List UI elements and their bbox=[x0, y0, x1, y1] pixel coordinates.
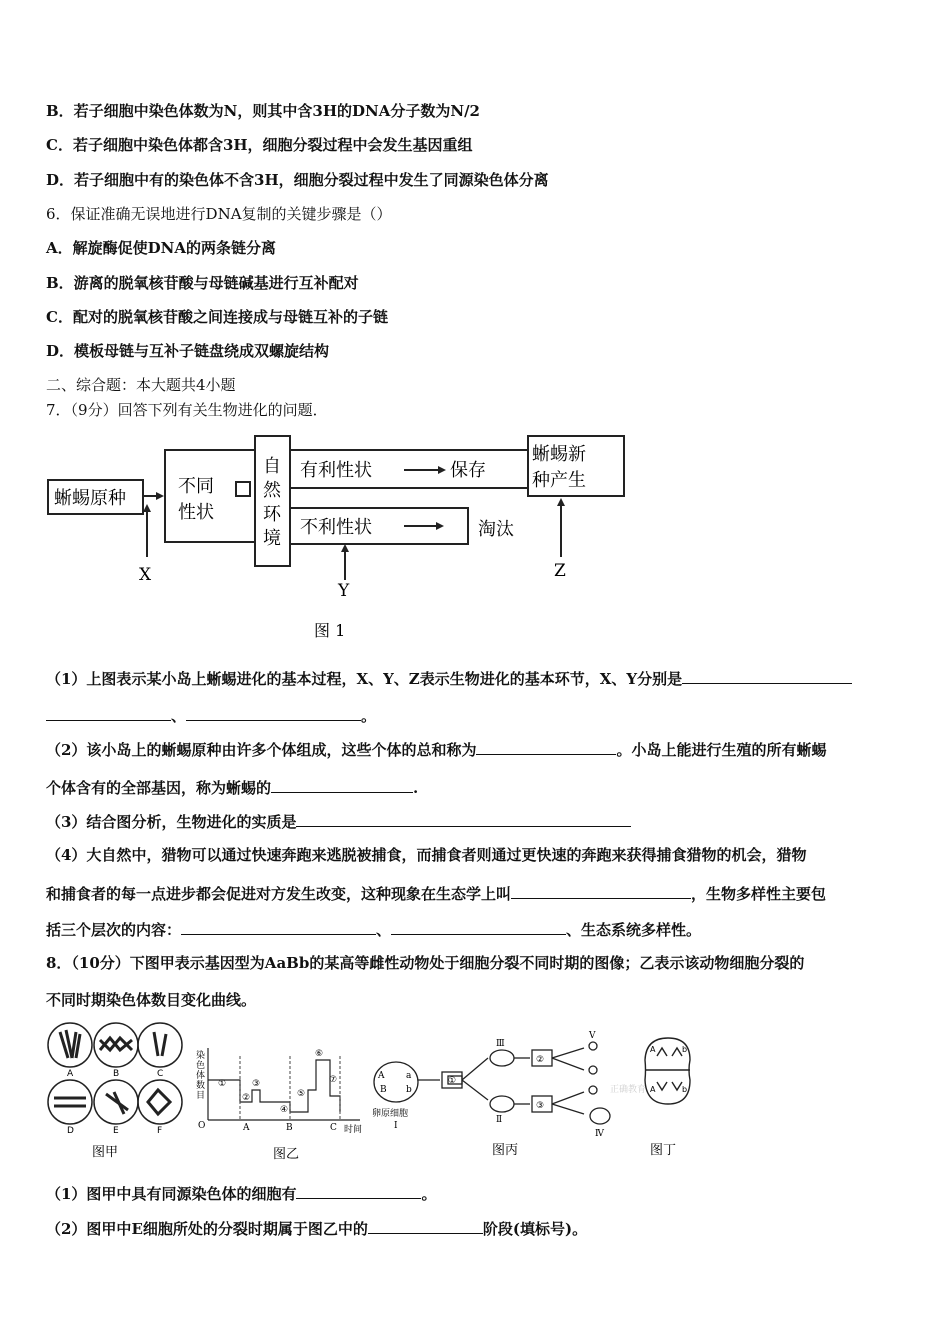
fig1-env-1: 自 bbox=[263, 456, 281, 477]
fig1-y-label: Y bbox=[338, 581, 350, 601]
cell-label-f: F bbox=[157, 1126, 163, 1136]
q7-part2-end: . bbox=[413, 779, 419, 797]
q7-part2-text-b: 。小岛上能进行生殖的所有蜥蜴 bbox=[616, 741, 827, 759]
gene-a-upper: A bbox=[378, 1071, 385, 1081]
q7-part4-text-b: 和捕食者的每一点进步都会促进对方发生改变，这种现象在生态学上叫 bbox=[46, 885, 512, 903]
q7-part1-text: （1）上图表示某小岛上蜥蜴进化的基本过程，X、Y、Z表示生物进化的基本环节，X、Y分别是 bbox=[46, 670, 683, 688]
stage-1: ① bbox=[218, 1079, 227, 1089]
chart-time-label: 时间 bbox=[344, 1125, 363, 1135]
roman-3: Ⅲ bbox=[496, 1039, 505, 1049]
chart-origin: O bbox=[198, 1121, 206, 1131]
chart-tick-b: B bbox=[286, 1123, 293, 1133]
q7-blank-x[interactable] bbox=[682, 667, 852, 684]
roman-1: Ⅰ bbox=[394, 1121, 398, 1131]
yaxis-char-4: 数 bbox=[196, 1081, 206, 1091]
stage-4: ④ bbox=[280, 1105, 289, 1115]
q7-end: 。 bbox=[361, 707, 377, 725]
fig-yi-caption: 图乙 bbox=[273, 1147, 300, 1162]
q7-blank-essence[interactable] bbox=[296, 810, 631, 827]
q7-part2-text-a: （2）该小岛上的蜥蜴原种由许多个体组成，这些个体的总和称为 bbox=[46, 741, 477, 759]
q8-part1-text: （1）图甲中具有同源染色体的细胞有 bbox=[46, 1185, 297, 1203]
q7-part3-text: （3）结合图分析，生物进化的实质是 bbox=[46, 813, 297, 831]
cell-label-c: C bbox=[157, 1069, 164, 1079]
cell-label-e: E bbox=[113, 1126, 119, 1136]
q7-part4-sep: 、 bbox=[376, 921, 392, 939]
fig-ding-caption: 图丁 bbox=[650, 1143, 677, 1158]
gene-a-lower: a bbox=[406, 1071, 412, 1081]
chart-tick-a: A bbox=[243, 1123, 250, 1133]
stage-2: ② bbox=[242, 1093, 251, 1103]
gene-b-lower: b bbox=[406, 1085, 412, 1095]
cell-label-d: D bbox=[67, 1126, 74, 1136]
q6-option-c: C．配对的脱氧核苷酸之间连接成与母链互补的子链 bbox=[46, 308, 388, 326]
fig1-new-species-1: 蜥蜴新 bbox=[532, 444, 586, 465]
q7-part1-line1 bbox=[46, 667, 852, 689]
yaxis-char-1: 染 bbox=[196, 1051, 206, 1061]
proc-1: ① bbox=[448, 1076, 457, 1086]
q7-part2-line2 bbox=[46, 776, 418, 798]
q7-blank-x2[interactable] bbox=[46, 704, 171, 721]
fig1-env-2: 然 bbox=[263, 480, 281, 501]
q6-option-a: A．解旋酶促使DNA的两条链分离 bbox=[46, 239, 276, 257]
chart-tick-c: C bbox=[330, 1123, 337, 1133]
proc-3: ③ bbox=[536, 1101, 545, 1111]
q7-part4-text-c: ，生物多样性主要包 bbox=[691, 885, 827, 903]
q8-part2-text-b: 阶段(填标号)。 bbox=[482, 1220, 588, 1238]
q8-part1-end: 。 bbox=[421, 1185, 437, 1203]
fig1-new-species-2: 种产生 bbox=[532, 470, 586, 491]
roman-4: Ⅳ bbox=[595, 1129, 604, 1139]
q6-option-d: D．模板母链与互补子链盘绕成双螺旋结构 bbox=[46, 342, 330, 360]
proc-2: ② bbox=[536, 1055, 545, 1065]
fig1-diff-2: 性状 bbox=[178, 502, 214, 523]
fig1-diff-1: 不同 bbox=[178, 476, 214, 497]
q6-stem: 6．保证准确无误地进行DNA复制的关键步骤是（） bbox=[46, 205, 392, 223]
stage-7: ⑦ bbox=[329, 1075, 338, 1085]
stage-3: ③ bbox=[252, 1079, 261, 1089]
q7-blank-coevolution[interactable] bbox=[511, 882, 691, 899]
q7-part4-line1: （4）大自然中，猎物可以通过快速奔跑来逃脱被捕食，而捕食者则通过更快速的奔跑来获得捕食猎物的机会，猎物 bbox=[46, 846, 807, 864]
q7-part2-text-c: 个体含有的全部基因，称为蜥蜴的 bbox=[46, 779, 272, 797]
fig-jia-caption: 图甲 bbox=[92, 1145, 119, 1160]
q8-part2 bbox=[46, 1217, 587, 1239]
cell-label-b: B bbox=[113, 1069, 120, 1079]
ding-gene-a-2: A bbox=[650, 1085, 656, 1094]
q8-blank-homologous[interactable] bbox=[296, 1182, 421, 1199]
q5-option-c: C．若子细胞中染色体都含3H，细胞分裂过程中会发生基因重组 bbox=[46, 136, 473, 154]
q5-option-b: B．若子细胞中染色体数为N，则其中含3H的DNA分子数为N/2 bbox=[46, 102, 480, 120]
fig-bing-caption: 图丙 bbox=[492, 1143, 519, 1158]
q7-part1-line2 bbox=[46, 704, 376, 726]
roman-5: Ⅴ bbox=[589, 1031, 596, 1041]
q7-part4-line2 bbox=[46, 882, 826, 904]
fig1-unfavorable: 不利性状 bbox=[300, 517, 372, 538]
cell-division-figures bbox=[40, 1020, 700, 1165]
cell-label-a: A bbox=[67, 1069, 74, 1079]
fig1-x-label: X bbox=[139, 565, 152, 585]
fig1-origin: 蜥蜴原种 bbox=[54, 488, 126, 509]
section-title: 二、综合题：本大题共4小题 bbox=[46, 376, 236, 394]
q7-blank-genetic[interactable] bbox=[181, 918, 376, 935]
ding-gene-b-2: b bbox=[682, 1085, 688, 1094]
q6-option-b: B．游离的脱氧核苷酸与母链碱基进行互补配对 bbox=[46, 274, 359, 292]
q7-part3 bbox=[46, 810, 631, 832]
stage-5: ⑤ bbox=[297, 1089, 306, 1099]
fig1-favorable: 有利性状 bbox=[300, 460, 372, 481]
q7-part2-line1 bbox=[46, 738, 826, 760]
fig1-env-4: 境 bbox=[263, 528, 281, 549]
q7-part4-text-d: 括三个层次的内容： bbox=[46, 921, 182, 939]
q5-option-d: D．若子细胞中有的染色体不含3H，细胞分裂过程中发生了同源染色体分离 bbox=[46, 171, 549, 189]
q8-blank-stage[interactable] bbox=[368, 1217, 483, 1234]
q7-blank-population[interactable] bbox=[476, 738, 616, 755]
gene-b-upper: B bbox=[380, 1085, 387, 1095]
stage-6: ⑥ bbox=[315, 1049, 324, 1059]
q7-sep: 、 bbox=[171, 707, 187, 725]
q7-stem: 7．（9分）回答下列有关生物进化的问题． bbox=[46, 401, 328, 419]
ding-gene-a-1: A bbox=[650, 1045, 656, 1054]
q7-blank-species[interactable] bbox=[391, 918, 566, 935]
q7-blank-genepool[interactable] bbox=[271, 776, 413, 793]
fig1-eliminate: 淘汰 bbox=[478, 519, 514, 540]
fig1-z-label: Z bbox=[554, 561, 566, 581]
watermark: 正确教育 bbox=[610, 1085, 647, 1095]
fig1-keep: 保存 bbox=[450, 460, 486, 481]
roman-2: Ⅱ bbox=[496, 1115, 503, 1125]
q7-part4-end: 、生态系统多样性。 bbox=[566, 921, 702, 939]
yaxis-char-2: 色 bbox=[196, 1061, 206, 1071]
fig1-caption: 图 1 bbox=[314, 621, 346, 640]
ding-gene-b-1: b bbox=[682, 1045, 688, 1054]
evolution-diagram bbox=[40, 432, 640, 647]
q8-stem-2: 不同时期染色体数目变化曲线。 bbox=[46, 991, 257, 1009]
yaxis-char-3: 体 bbox=[196, 1071, 206, 1081]
yaxis-char-5: 目 bbox=[196, 1091, 206, 1101]
q7-part4-line3 bbox=[46, 918, 701, 940]
q8-stem-1: 8．（10分）下图甲表示基因型为AaBb的某高等雌性动物处于细胞分裂不同时期的图像；乙表示该动物细胞分裂的 bbox=[46, 954, 805, 972]
q8-part2-text-a: （2）图甲中E细胞所处的分裂时期属于图乙中的 bbox=[46, 1220, 368, 1238]
fig1-env-3: 环 bbox=[263, 504, 281, 525]
q7-blank-y[interactable] bbox=[186, 704, 361, 721]
q8-part1 bbox=[46, 1182, 436, 1204]
oocyte-label: 卵原细胞 bbox=[372, 1109, 409, 1119]
